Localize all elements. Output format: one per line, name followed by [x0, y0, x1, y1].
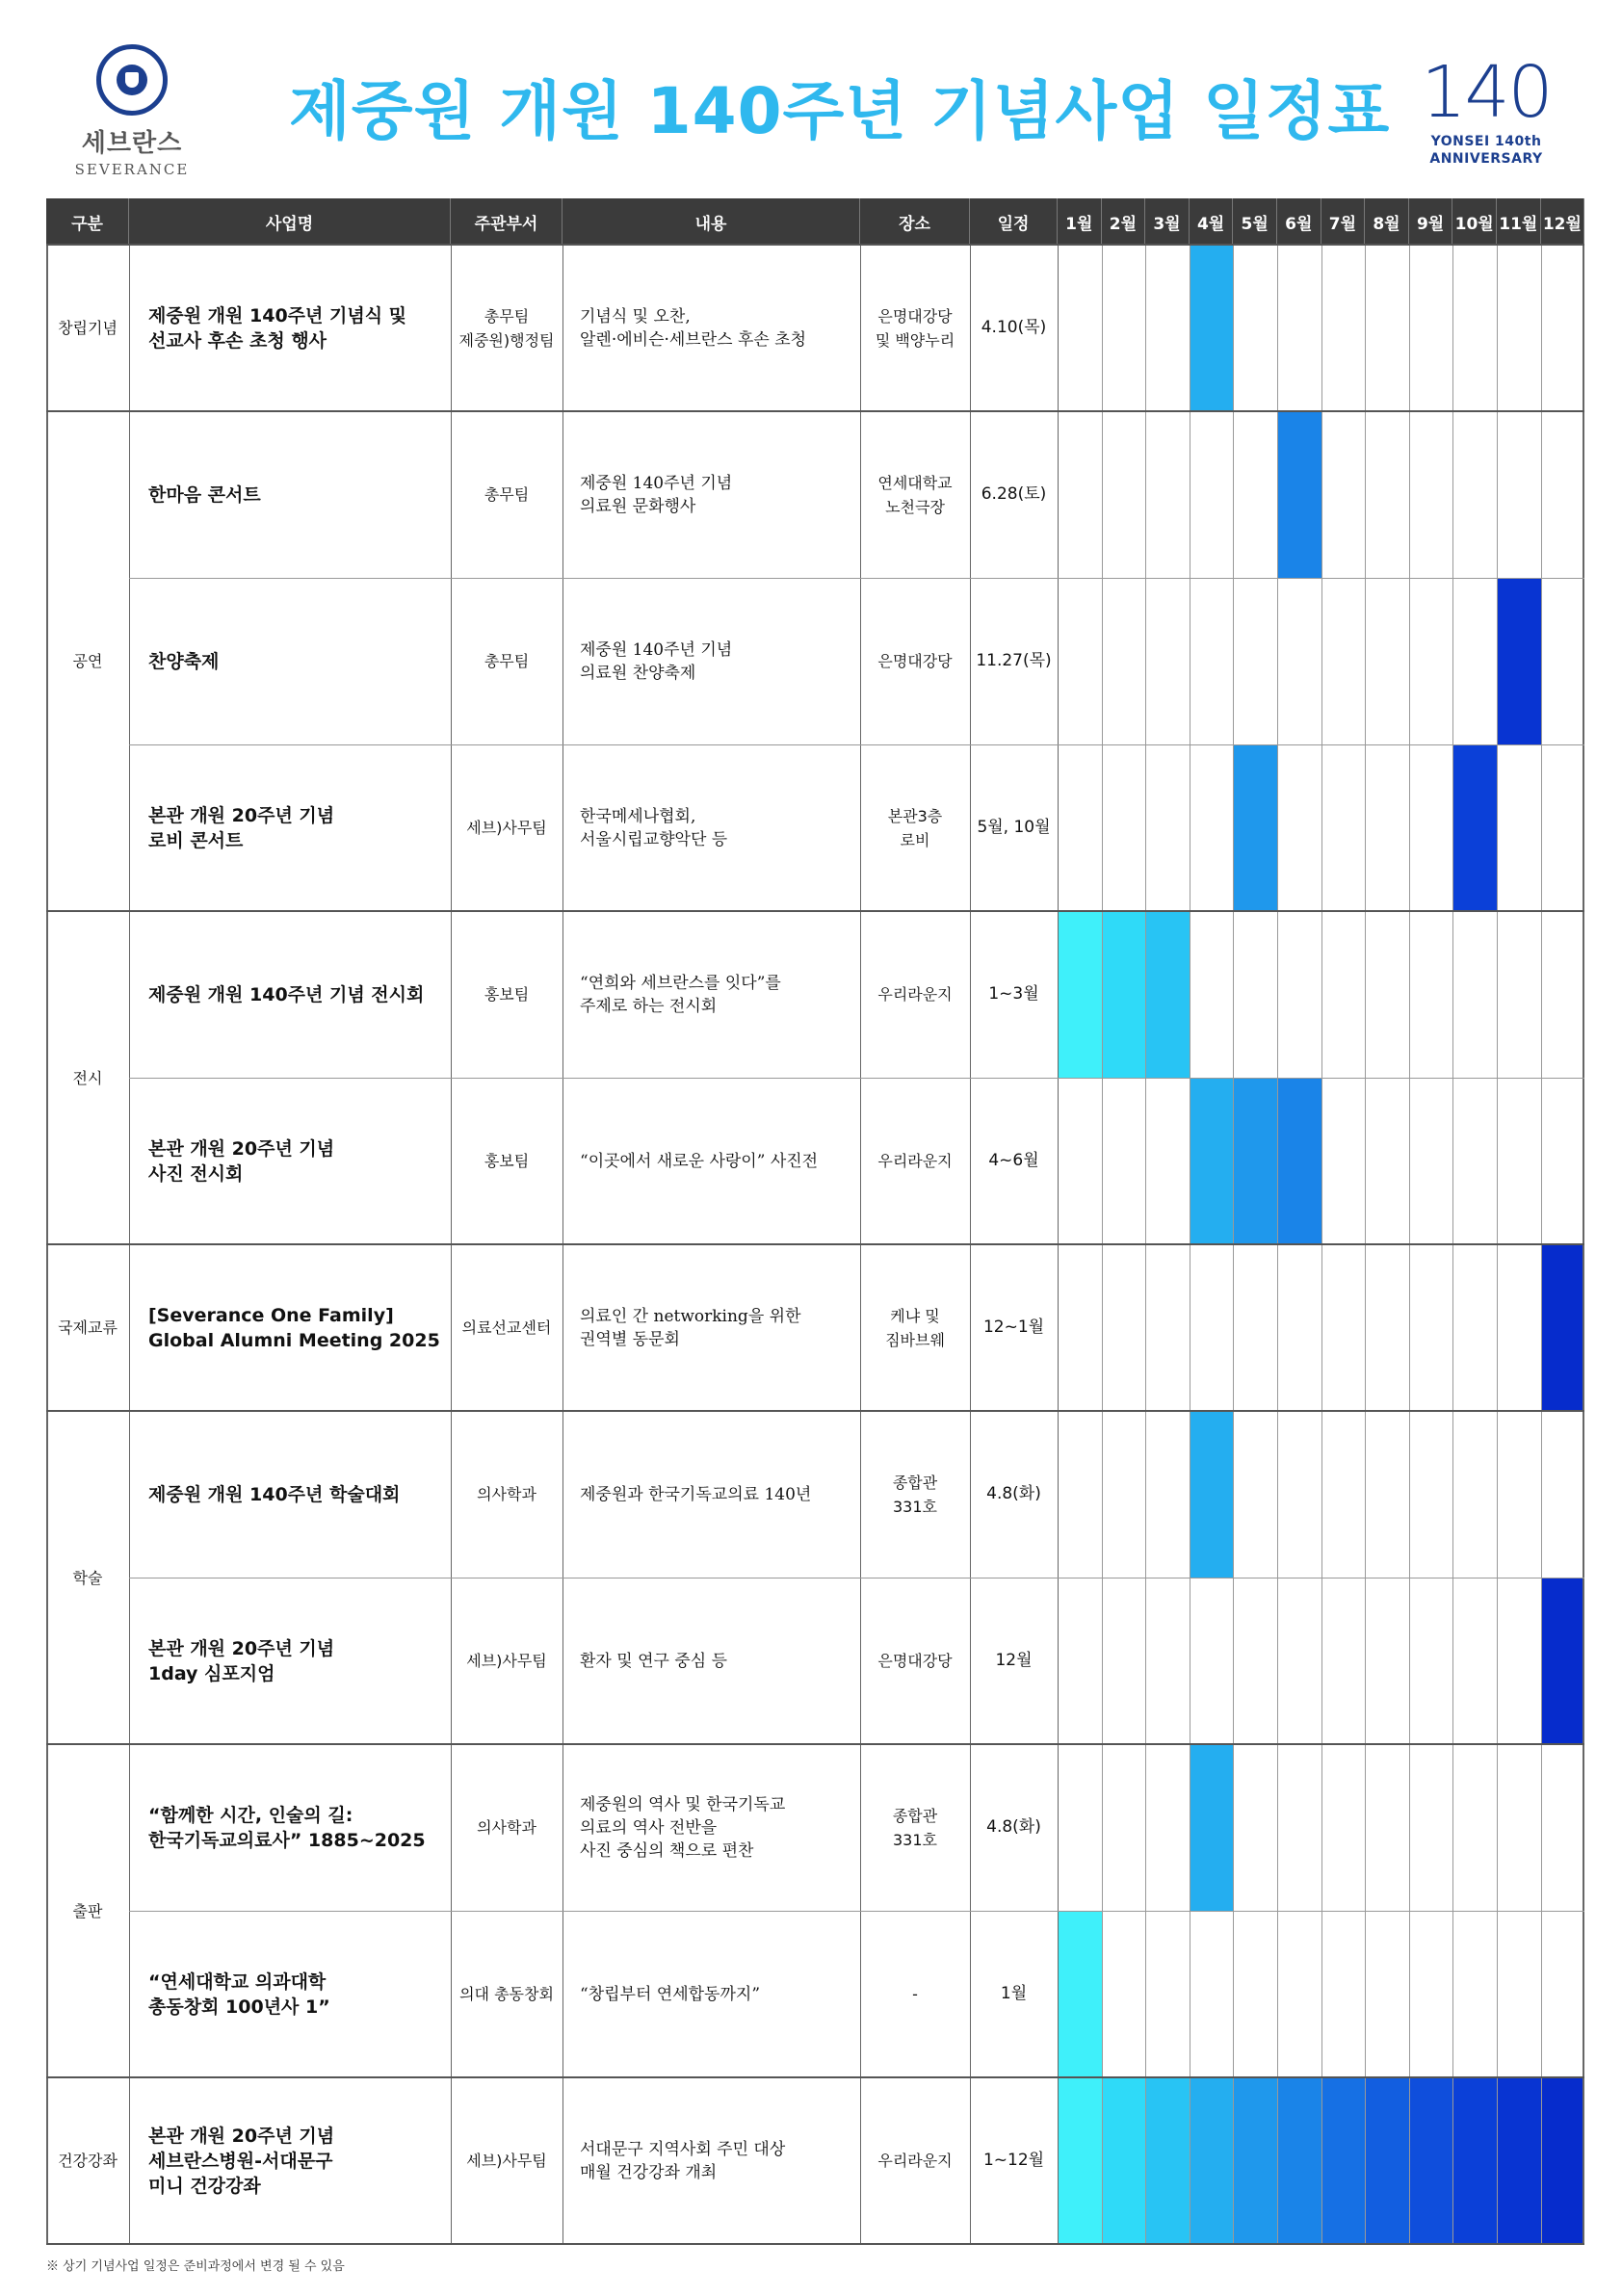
month-bar	[1190, 1078, 1234, 1244]
venue: 은명대강당	[877, 1652, 953, 1670]
column-header-17: 12월	[1541, 198, 1585, 245]
venue: 연세대학교 노천극장	[877, 473, 953, 516]
event-date: 12~1월	[982, 1318, 1045, 1337]
month-bar	[1409, 2077, 1453, 2244]
department: 세브)사무팀	[466, 1652, 547, 1670]
event-date: 4~6월	[988, 1151, 1039, 1170]
event-name: 한마음 콘서트	[148, 483, 261, 506]
event-content: “연희와 세브란스를 잇다”를 주제로 하는 전시회	[580, 973, 781, 1016]
event-content: 제중원과 한국기독교의료 140년	[580, 1484, 812, 1504]
month-bar	[1452, 744, 1497, 911]
month-bar	[1321, 2077, 1366, 2244]
venue: 우리라운지	[877, 1152, 953, 1170]
column-header-9: 4월	[1190, 198, 1234, 245]
event-name: 본관 개원 20주년 기념 사진 전시회	[148, 1137, 335, 1185]
logo-140-line1: YONSEI 140th	[1430, 134, 1542, 149]
event-name: “연세대학교 의과대학 총동창회 100년사 1”	[148, 1970, 330, 2018]
category-label: 공연	[72, 652, 103, 670]
event-content: 서대문구 지역사회 주민 대상 매월 건강강좌 개최	[580, 2139, 786, 2182]
event-date: 1~12월	[982, 2151, 1045, 2170]
venue: 우리라운지	[877, 2152, 953, 2170]
department: 홍보팀	[484, 985, 530, 1004]
column-header-0: 구분	[46, 198, 129, 245]
month-bar	[1233, 1078, 1277, 1244]
event-date: 12월	[995, 1651, 1033, 1670]
month-bar	[1277, 1078, 1321, 1244]
event-content: “이곳에서 새로운 사랑이” 사진전	[580, 1151, 819, 1171]
department: 총무팀 제중원)행정팀	[458, 306, 555, 350]
event-name: 제중원 개원 140주년 기념 전시회	[148, 983, 425, 1005]
logo-140-line2: ANNIVERSARY	[1429, 151, 1543, 167]
event-date: 4.8(화)	[986, 1484, 1041, 1503]
month-bar	[1497, 2077, 1541, 2244]
event-date: 5월, 10월	[977, 818, 1051, 837]
column-header-5: 일정	[970, 198, 1058, 245]
column-header-1: 사업명	[129, 198, 451, 245]
yonsei-140-logo	[1404, 52, 1568, 187]
category-label: 출판	[72, 1901, 103, 1920]
month-bar	[1190, 2077, 1234, 2244]
column-header-7: 2월	[1102, 198, 1146, 245]
event-name: 본관 개원 20주년 기념 세브란스병원-서대문구 미니 건강강좌	[148, 2125, 335, 2197]
department: 세브)사무팀	[466, 819, 547, 837]
column-header-12: 7월	[1321, 198, 1366, 245]
column-header-6: 1월	[1058, 198, 1102, 245]
severance-logo	[69, 44, 195, 189]
venue: 우리라운지	[877, 985, 953, 1004]
event-date: 6.28(토)	[981, 484, 1047, 504]
department: 의사학과	[477, 1485, 536, 1503]
department: 홍보팀	[484, 1152, 530, 1170]
department: 세브)사무팀	[466, 2152, 547, 2170]
venue: 은명대강당	[877, 652, 953, 670]
month-bar	[1541, 1244, 1585, 1411]
column-header-8: 3월	[1145, 198, 1190, 245]
event-date: 1~3월	[988, 984, 1039, 1004]
column-header-15: 10월	[1452, 198, 1497, 245]
event-content: 제중원의 역사 및 한국기독교 의료의 역사 전반을 사진 중심의 책으로 편찬	[580, 1794, 786, 1861]
page-header	[0, 0, 1622, 193]
department: 의사학과	[477, 1818, 536, 1837]
event-name: 본관 개원 20주년 기념 로비 콘서트	[148, 804, 335, 851]
department: 의대 총동창회	[459, 1985, 554, 2003]
department: 총무팀	[484, 652, 530, 670]
month-bar	[1145, 911, 1190, 1078]
month-bar	[1452, 2077, 1497, 2244]
month-bar	[1058, 1911, 1102, 2077]
month-bar	[1190, 1744, 1234, 1911]
event-date: 4.10(목)	[981, 318, 1047, 337]
event-date: 1월	[1000, 1984, 1028, 2003]
event-name: [Severance One Family] Global Alumni Meeting 2025	[148, 1304, 440, 1351]
month-bar	[1365, 2077, 1409, 2244]
month-bar	[1190, 245, 1234, 411]
event-content: 환자 및 연구 중심 등	[580, 1651, 727, 1671]
month-bar	[1277, 2077, 1321, 2244]
event-date: 11.27(목)	[976, 651, 1052, 670]
month-bar	[1233, 2077, 1277, 2244]
event-name: 본관 개원 20주년 기념 1day 심포지엄	[148, 1637, 335, 1684]
venue: -	[912, 1985, 918, 2003]
event-date: 4.8(화)	[986, 1817, 1041, 1837]
event-content: “창립부터 연세합동까지”	[580, 1984, 761, 2004]
column-header-4: 장소	[860, 198, 970, 245]
month-bar	[1190, 1411, 1234, 1578]
event-content: 제중원 140주년 기념 의료원 문화행사	[580, 473, 733, 516]
column-header-13: 8월	[1365, 198, 1409, 245]
department: 총무팀	[484, 485, 530, 504]
event-name: “함께한 시간, 인술의 길: 한국기독교의료사” 1885~2025	[148, 1804, 426, 1851]
month-bar	[1058, 911, 1102, 1078]
month-bar	[1102, 2077, 1146, 2244]
month-bar	[1541, 1578, 1585, 1744]
venue: 은명대강당 및 백양누리	[875, 306, 955, 350]
month-bar	[1145, 2077, 1190, 2244]
event-name: 찬양축제	[148, 650, 220, 672]
event-name: 제중원 개원 140주년 기념식 및 선교사 후손 초청 행사	[148, 304, 407, 352]
category-label: 국제교류	[58, 1318, 118, 1337]
column-header-10: 5월	[1233, 198, 1277, 245]
category-label: 학술	[72, 1568, 103, 1587]
event-name: 제중원 개원 140주년 학술대회	[148, 1483, 401, 1505]
yonsei-seal-icon	[96, 44, 168, 116]
venue: 본관3층 로비	[887, 806, 943, 849]
venue: 케냐 및 짐바브웨	[885, 1306, 945, 1349]
venue: 종합관 331호	[892, 1806, 938, 1849]
footnote: ※ 상기 기념사업 일정은 준비과정에서 변경 될 수 있음	[46, 2259, 345, 2274]
logo-english-text: SEVERANCE	[74, 161, 190, 178]
schedule-table	[46, 198, 1584, 2246]
category-label: 건강강좌	[58, 2152, 118, 2170]
month-bar	[1102, 911, 1146, 1078]
month-bar	[1233, 744, 1277, 911]
month-bar	[1058, 2077, 1102, 2244]
page-title: 제중원 개원 140주년 기념사업 일정표	[289, 74, 1391, 148]
month-bar	[1277, 411, 1321, 578]
event-content: 한국메세나협회, 서울시립교향악단 등	[580, 806, 728, 849]
event-content: 의료인 간 networking을 위한 권역별 동문회	[580, 1306, 801, 1349]
column-header-14: 9월	[1409, 198, 1453, 245]
column-header-2: 주관부서	[451, 198, 562, 245]
month-bar	[1541, 2077, 1585, 2244]
category-label: 창립기념	[58, 319, 118, 337]
logo-korean-text: 세브란스	[81, 129, 183, 158]
logo-140-number: 140	[1421, 51, 1552, 134]
event-content: 기념식 및 오찬, 알렌·에비슨·세브란스 후손 초청	[580, 306, 807, 350]
column-header-16: 11월	[1497, 198, 1541, 245]
column-header-3: 내용	[562, 198, 860, 245]
column-header-11: 6월	[1277, 198, 1321, 245]
venue: 종합관 331호	[892, 1473, 938, 1516]
category-label: 전시	[72, 1068, 103, 1087]
event-content: 제중원 140주년 기념 의료원 찬양축제	[580, 639, 733, 683]
month-bar	[1497, 578, 1541, 744]
department: 의료선교센터	[461, 1318, 552, 1337]
